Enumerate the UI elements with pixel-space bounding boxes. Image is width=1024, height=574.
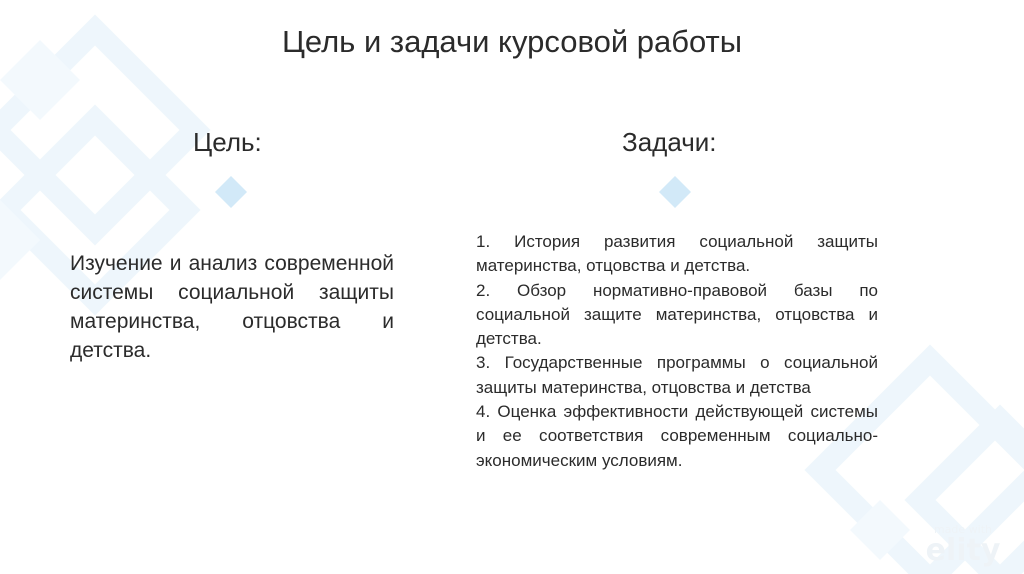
- task-item: 3. Государственные программы о социальной защиты материнства, отцовства и детства: [476, 353, 878, 397]
- goal-heading: Цель:: [193, 127, 262, 157]
- goal-text: Изучение и анализ современной системы социальной защиты материнства, отцовства и детства.: [70, 252, 394, 362]
- slide-title: Цель и задачи курсовой работы: [281, 24, 743, 59]
- accent-diamond-right: [659, 176, 691, 208]
- right-diamond-fill: [850, 500, 910, 560]
- left-diamond-fill-edge: [0, 200, 40, 280]
- task-item: 4. Оценка эффективности действующей системы и ее соответствия современным социально-экономическим условиям.: [476, 402, 878, 470]
- made-with-watermark: [918, 524, 1008, 566]
- task-item: 2. Обзор нормативно-правовой базы по социальной защите материнства, отцовства и детства.: [476, 280, 878, 349]
- tasks-heading: Задачи:: [622, 127, 717, 157]
- left-diamond-fill-small: [0, 40, 80, 120]
- watermark-brand-text: elity: [925, 533, 1001, 568]
- task-item: 1. История развития социальной защиты материнства, отцовства и детства.: [476, 232, 878, 276]
- watermark-small-text: made with: [933, 523, 993, 536]
- accent-diamond-left: [215, 176, 247, 208]
- tasks-list: [476, 230, 878, 473]
- left-diamond-outline-top: [0, 30, 195, 230]
